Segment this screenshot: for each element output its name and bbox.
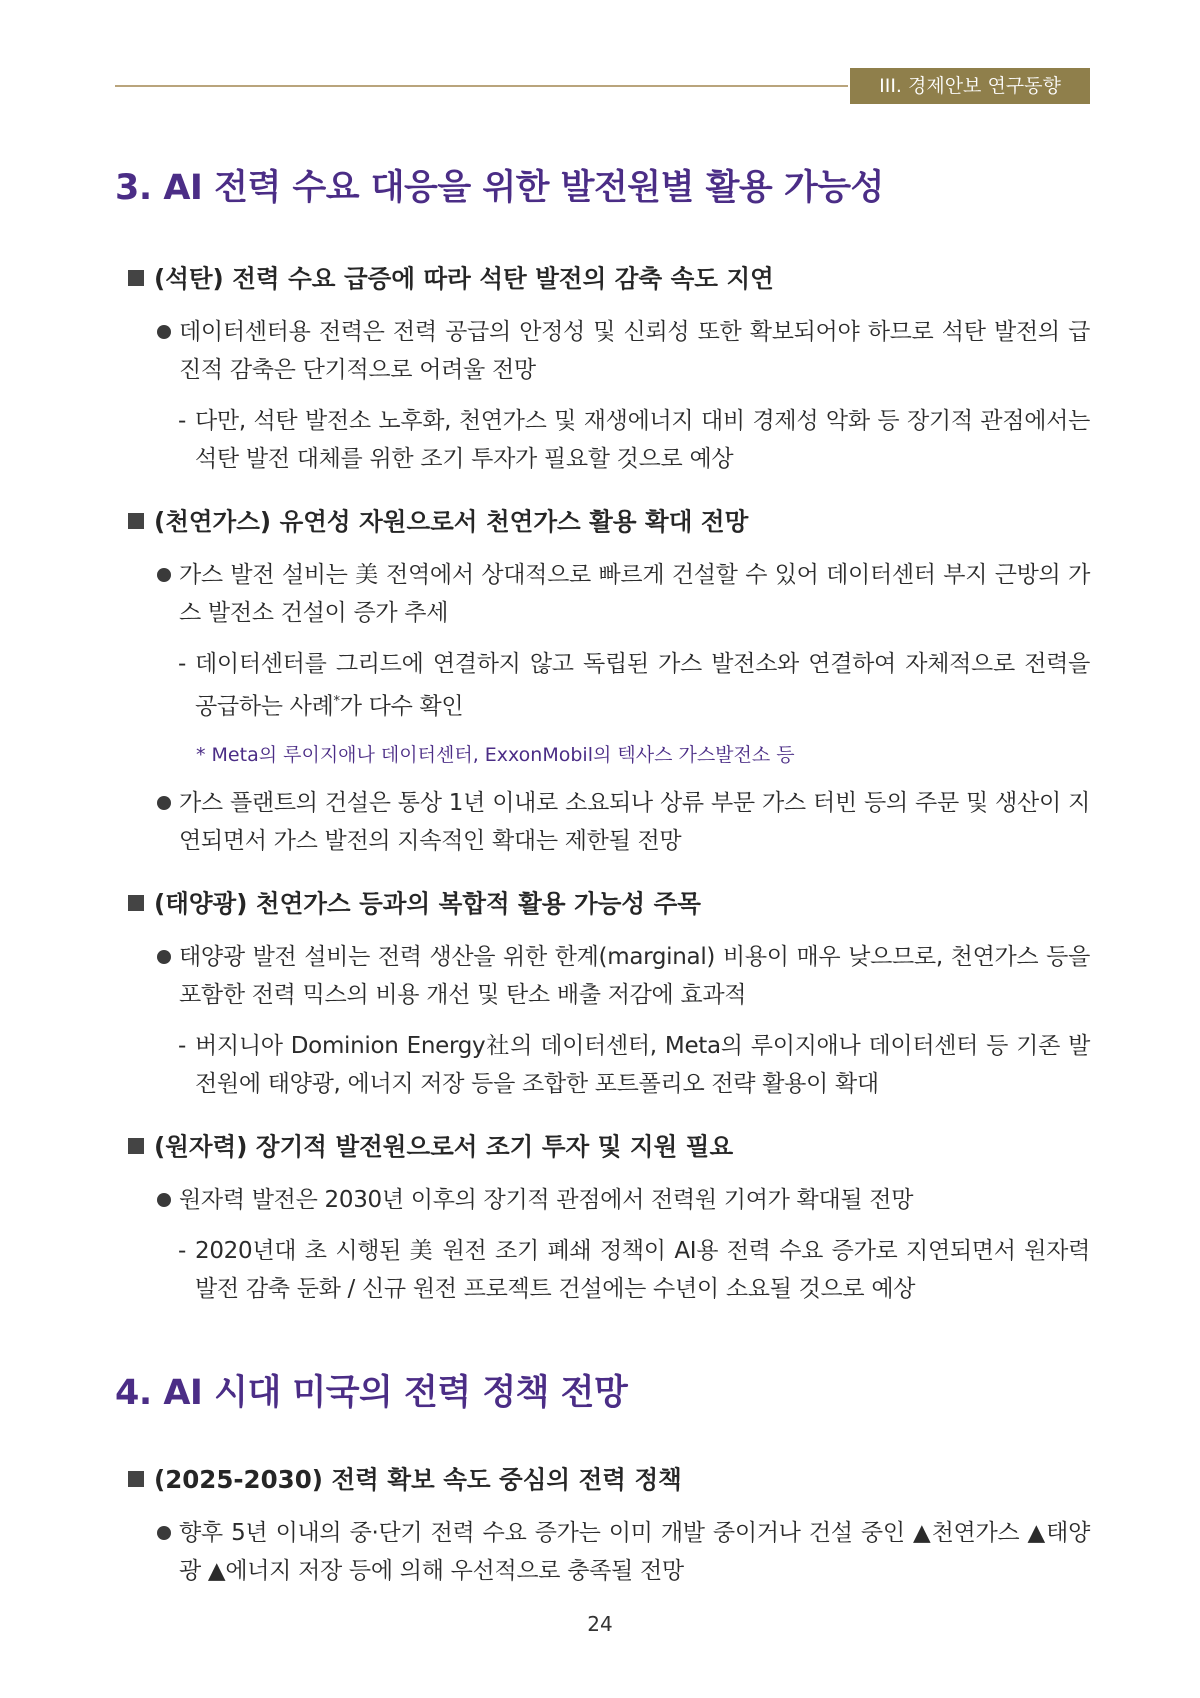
square-bullet-icon bbox=[128, 1471, 144, 1487]
subsection-policy-heading: (2025-2030) 전력 확보 속도 중심의 전력 정책 bbox=[128, 1461, 682, 1496]
bullet-nuclear-1: 원자력 발전은 2030년 이후의 장기적 관점에서 전력원 기여가 확대될 전망 bbox=[155, 1181, 1090, 1219]
bullet-gas-1: 가스 발전 설비는 美 전역에서 상대적으로 빠르게 건설할 수 있어 데이터센터 부지 근방의 가스 발전소 건설이 증가 추세 bbox=[155, 556, 1090, 632]
round-bullet-icon bbox=[157, 950, 171, 964]
subsection-nuclear-heading: (원자력) 장기적 발전원으로서 조기 투자 및 지원 필요 bbox=[128, 1128, 733, 1163]
round-bullet-icon bbox=[157, 1193, 171, 1207]
header-divider bbox=[115, 85, 848, 87]
bullet-gas-2: 가스 플랜트의 건설은 통상 1년 이내로 소요되나 상류 부문 가스 터빈 등의 주문 및 생산이 지연되면서 가스 발전의 지속적인 확대는 제한될 전망 bbox=[155, 784, 1090, 860]
square-bullet-icon bbox=[128, 895, 144, 911]
footnote-gas: * Meta의 루이지애나 데이터센터, ExxonMobil의 텍사스 가스발전소 등 bbox=[196, 744, 795, 766]
section-3-title: 3. AI 전력 수요 대응을 위한 발전원별 활용 가능성 bbox=[115, 168, 884, 208]
bullet-policy-1: 향후 5년 이내의 중·단기 전력 수요 증가는 이미 개발 중이거나 건설 중인 ▲천연가스 ▲태양광 ▲에너지 저장 등에 의해 우선적으로 충족될 전망 bbox=[155, 1514, 1090, 1590]
footnote-mark: * bbox=[333, 694, 340, 709]
round-bullet-icon bbox=[157, 568, 171, 582]
subsection-solar-heading: (태양광) 천연가스 등과의 복합적 활용 가능성 주목 bbox=[128, 885, 701, 920]
round-bullet-icon bbox=[157, 325, 171, 339]
subsection-gas-heading: (천연가스) 유연성 자원으로서 천연가스 활용 확대 전망 bbox=[128, 503, 748, 538]
dash-marker-icon: - bbox=[178, 1033, 186, 1059]
round-bullet-icon bbox=[157, 796, 171, 810]
dash-gas-1: - 데이터센터를 그리드에 연결하지 않고 독립된 가스 발전소와 연결하여 자체적으로 전력을 공급하는 사례*가 다수 확인 bbox=[178, 645, 1090, 726]
section-4-title: 4. AI 시대 미국의 전력 정책 전망 bbox=[115, 1373, 628, 1413]
dash-marker-icon: - bbox=[178, 408, 186, 434]
subsection-coal-heading: (석탄) 전력 수요 급증에 따라 석탄 발전의 감축 속도 지연 bbox=[128, 260, 774, 295]
square-bullet-icon bbox=[128, 270, 144, 286]
bullet-solar-1: 태양광 발전 설비는 전력 생산을 위한 한계(marginal) 비용이 매우 낮으므로, 천연가스 등을 포함한 전력 믹스의 비용 개선 및 탄소 배출 저감에 효과적 bbox=[155, 938, 1090, 1014]
dash-nuclear-1: - 2020년대 초 시행된 美 원전 조기 폐쇄 정책이 AI용 전력 수요 증가로 지연되면서 원자력 발전 감축 둔화 / 신규 원전 프로젝트 건설에는 수년이 소요될 것으로 예상 bbox=[178, 1232, 1090, 1308]
dash-solar-1: - 버지니아 Dominion Energy社의 데이터센터, Meta의 루이지애나 데이터센터 등 기존 발전원에 태양광, 에너지 저장 등을 조합한 포트폴리오 전략 활용이 확대 bbox=[178, 1027, 1090, 1103]
dash-marker-icon: - bbox=[178, 1238, 186, 1264]
round-bullet-icon bbox=[157, 1526, 171, 1540]
chapter-label: III. 경제안보 연구동향 bbox=[850, 68, 1090, 104]
dash-coal-1: - 다만, 석탄 발전소 노후화, 천연가스 및 재생에너지 대비 경제성 악화 등 장기적 관점에서는 석탄 발전 대체를 위한 조기 투자가 필요할 것으로 예상 bbox=[178, 402, 1090, 478]
bullet-coal-1: 데이터센터용 전력은 전력 공급의 안정성 및 신뢰성 또한 확보되어야 하므로 석탄 발전의 급진적 감축은 단기적으로 어려울 전망 bbox=[155, 313, 1090, 389]
square-bullet-icon bbox=[128, 1138, 144, 1154]
page-number: 24 bbox=[587, 1612, 613, 1636]
square-bullet-icon bbox=[128, 513, 144, 529]
dash-marker-icon: - bbox=[178, 651, 186, 677]
